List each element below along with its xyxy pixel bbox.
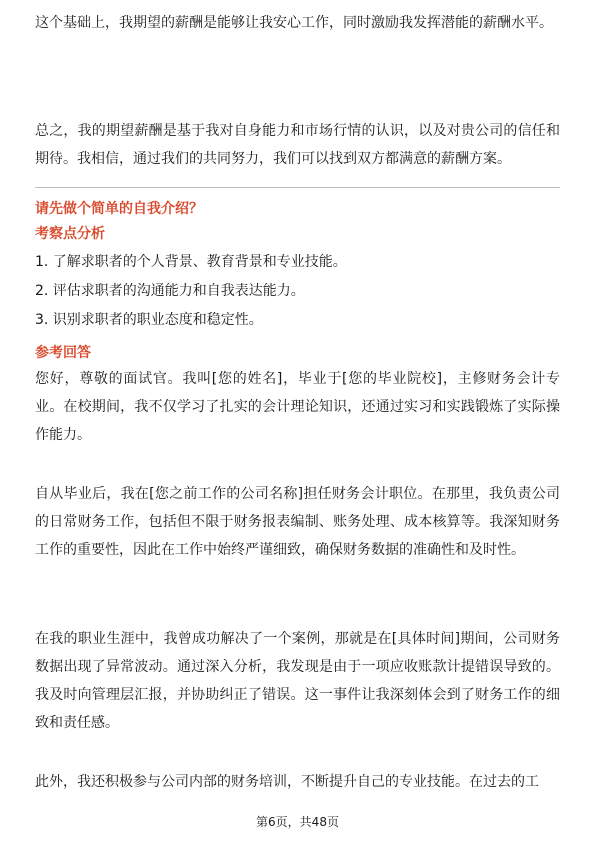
answer-paragraph-intro: 您好，尊敬的面试官。我叫[您的姓名]，毕业于[您的毕业院校]，主修财务会计专业。在校期间，我不仅学习了扎实的会计理论知识，还通过实习和实践锻炼了实际操作能力。 (35, 371, 560, 443)
interview-question: 请先做个简单的自我介绍？ (35, 201, 203, 217)
document-page (35, 0, 560, 842)
answer-paragraph-work: 自从毕业后，我在[您之前工作的公司名称]担任财务会计职位。在那里，我负责公司的日常财务工作，包括但不限于财务报表编制、账务处理、成本核算等。我深知财务工作的重要性，因此在工作中始终严谨细致，确保财务数据的准确性和及时性。 (35, 486, 560, 558)
answer-paragraph-case: 在我的职业生涯中，我曾成功解决了一个案例，那就是在[具体时间]期间，公司财务数据出现了异常波动。通过深入分析，我发现是由于一项应收账款计提错误导致的。我及时向管理层汇报，并协助纠正了错误。这一事件让我深刻体会到了财务工作的细致和责任感。 (35, 631, 560, 731)
analysis-item: 3. 识别求职者的职业态度和稳定性。 (35, 312, 263, 328)
salary-expectation-paragraph: 这个基础上，我期望的薪酬是能够让我安心工作，同时激励我发挥潜能的薪酬水平。 (35, 15, 553, 31)
answer-paragraph-training: 此外，我还积极参与公司内部的财务培训，不断提升自己的专业技能。在过去的工 (35, 774, 539, 790)
section-divider (35, 187, 560, 188)
salary-summary-paragraph: 总之，我的期望薪酬是基于我对自身能力和市场行情的认识，以及对贵公司的信任和期待。我相信，通过我们的共同努力，我们可以找到双方都满意的薪酬方案。 (35, 123, 560, 167)
analysis-item: 2. 评估求职者的沟通能力和自我表达能力。 (35, 283, 305, 299)
page-number: 第6页，共48页 (256, 815, 339, 829)
analysis-heading: 考察点分析 (35, 226, 105, 242)
analysis-item: 1. 了解求职者的个人背景、教育背景和专业技能。 (35, 254, 347, 270)
analysis-list (35, 248, 560, 335)
answer-heading: 参考回答 (35, 345, 91, 361)
